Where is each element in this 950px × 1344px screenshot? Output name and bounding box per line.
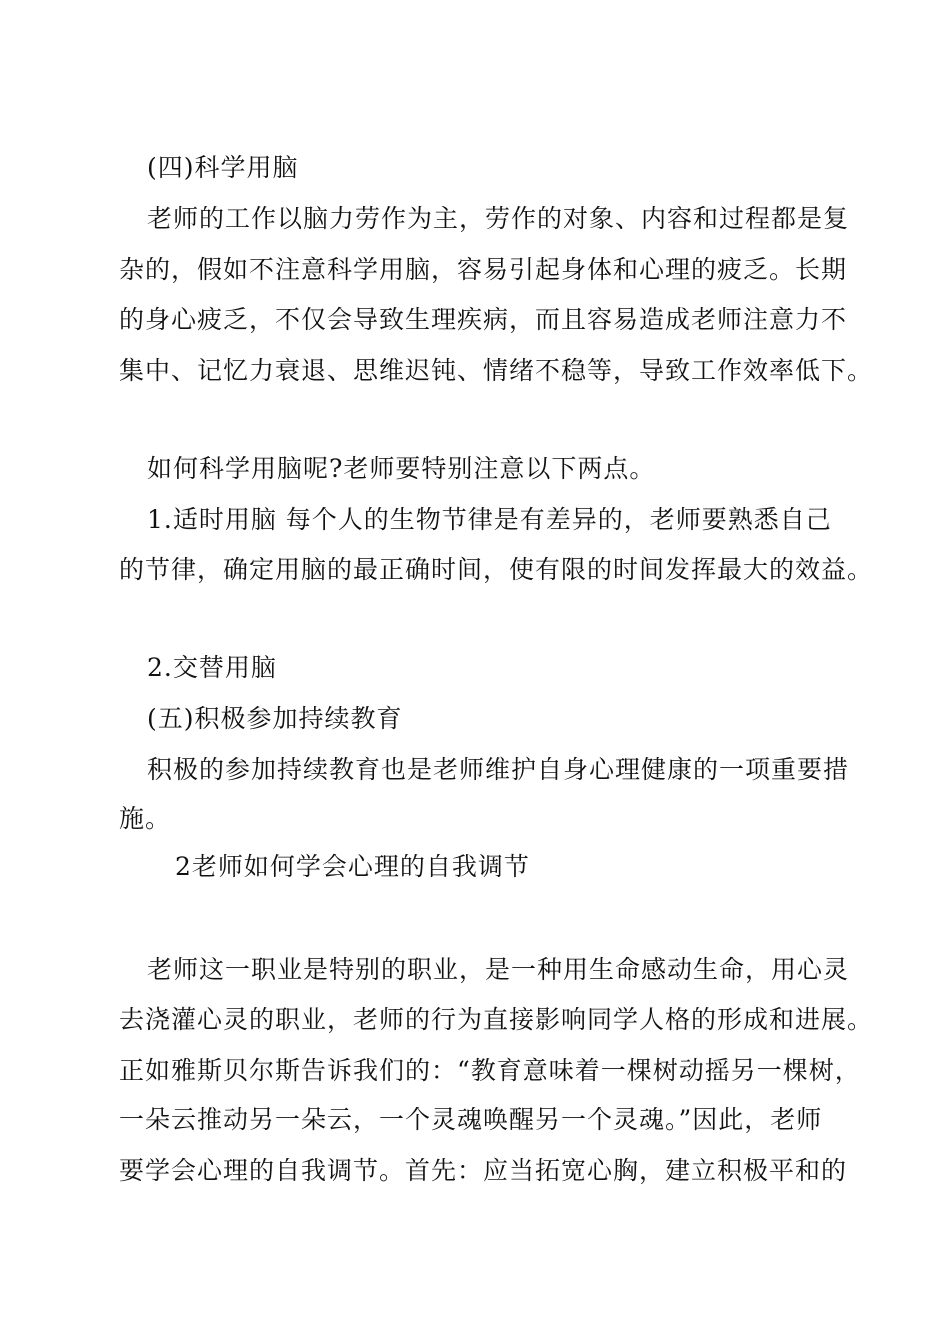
list-item-line: 1.适时用脑 每个人的生物节律是有差异的，老师要熟悉自己 <box>147 505 832 534</box>
paragraph-line: 如何科学用脑呢?老师要特别注意以下两点。 <box>147 454 656 483</box>
paragraph-line: 的身心疲乏，不仅会导致生理疾病，而且容易造成老师注意力不 <box>119 305 848 334</box>
list-item-line: 2.交替用脑 <box>147 653 277 682</box>
paragraph-line: 老师这一职业是特别的职业，是一种用生命感动生命，用心灵 <box>147 955 850 984</box>
paragraph-line: 施。 <box>119 804 172 833</box>
paragraph-line: 一朵云推动另一朵云，一个灵魂唤醒另一个灵魂。”因此，老师 <box>119 1105 823 1134</box>
section-heading-4: (四)科学用脑 <box>147 153 299 182</box>
paragraph-line: 集中、记忆力衰退、思维迟钝、情绪不稳等，导致工作效率低下。 <box>119 356 874 385</box>
paragraph-line: 老师的工作以脑力劳作为主，劳作的对象、内容和过程都是复 <box>147 204 850 233</box>
paragraph-line: 正如雅斯贝尔斯告诉我们的：“教育意味着一棵树动摇另一棵树， <box>119 1056 861 1085</box>
list-item-line: 的节律，确定用脑的最正确时间，使有限的时间发挥最大的效益。 <box>119 555 874 584</box>
paragraph-line: 积极的参加持续教育也是老师维护自身心理健康的一项重要措 <box>147 755 850 784</box>
paragraph-line: 杂的，假如不注意科学用脑，容易引起身体和心理的疲乏。长期 <box>119 255 848 284</box>
section-heading-5: (五)积极参加持续教育 <box>147 704 403 733</box>
part-heading-2: 2老师如何学会心理的自我调节 <box>175 852 530 881</box>
paragraph-line: 要学会心理的自我调节。首先：应当拓宽心胸，建立积极平和的 <box>119 1156 848 1185</box>
paragraph-line: 去浇灌心灵的职业，老师的行为直接影响同学人格的形成和进展。 <box>119 1005 874 1034</box>
